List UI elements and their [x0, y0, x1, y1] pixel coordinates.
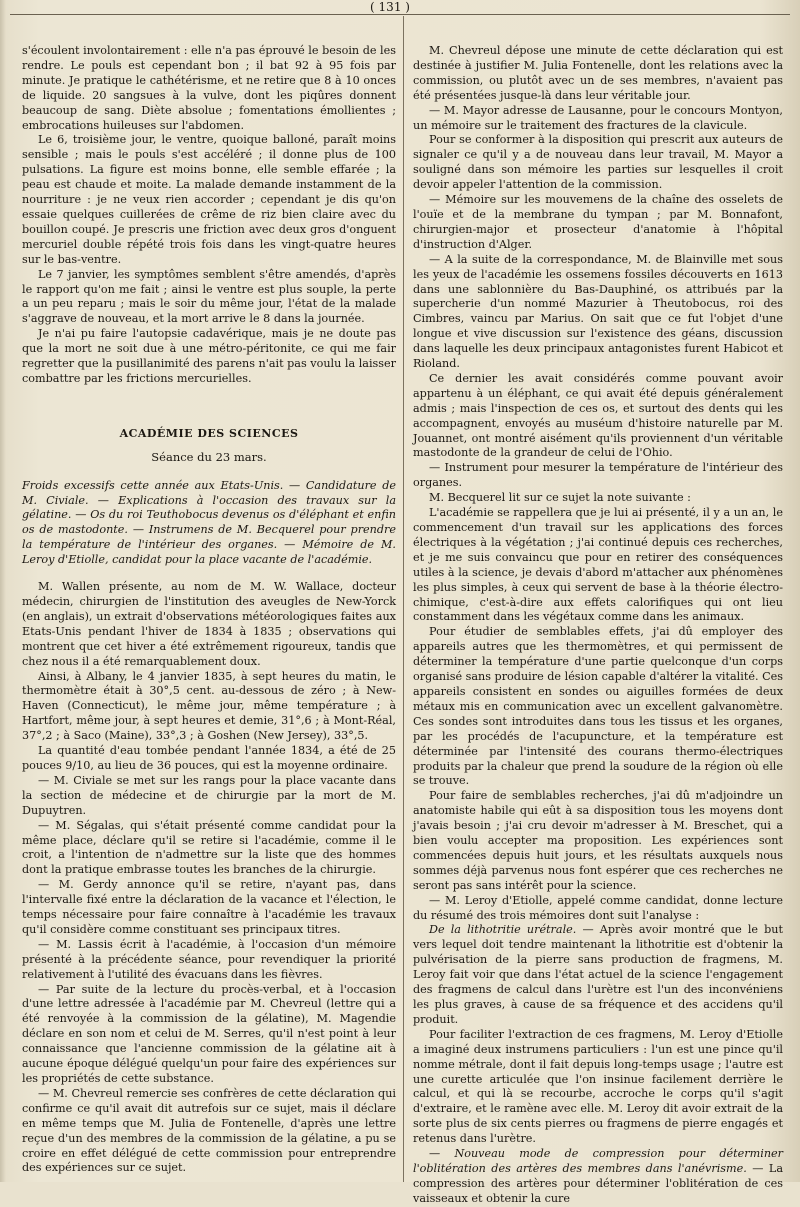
section-heading: ACADÉMIE DES SCIENCES: [119, 426, 299, 440]
paragraph: Pour se conformer à la disposition qui prescrit aux auteurs de signaler ce qu'il y a de nouveau dans leur travail, M. Mayor a souligné dans son mémoire les parties sur lesquelles il croit devoir appeler l'attention de la commission.: [413, 133, 783, 192]
paragraph: — Par suite de la lecture du procès-verbal, et à l'occasion d'une lettre adressée à l'académie par M. Chevreul (lettre qui a été renvoyée à la commission de la gélatine), M. Magendie déclare en son nom et celui de M. Serres, qu'il n'est point à leur connaissance que l'ancienne commission de la gélatine ait à aucune époque délégué quelqu'un pour faire des expériences sur les propriétés de cette substance.: [22, 982, 396, 1085]
paragraph: La quantité d'eau tombée pendant l'année 1834, a été de 25 pouces 9/10, au lieu de 36 pouces, qui est la moyenne ordinaire.: [22, 744, 396, 772]
paragraph: M. Wallen présente, au nom de M. W. Wallace, docteur médecin, chirurgien de l'institution des aveugles de New-Yorck (en anglais), un extrait d'observations météorologiques faites aux Etats-Unis pendant l'hiver de 1834 à 1835 ; observations qui montrent que cet hiver a été extrêmement rigoureux, tandis que chez nous il a été remarquablement doux.: [22, 580, 396, 668]
paragraph: — M. Mayor adresse de Lausanne, pour le concours Montyon, un mémoire sur le traitement des fractures de la clavicule.: [413, 103, 783, 132]
paragraph: s'écoulent involontairement : elle n'a pas éprouvé le besoin de les rendre. Le pouls est cependant bon ; il bat 92 à 95 fois par minute. Je pratique le cathétérisme, et ne retire que 8 à 10 onces de liquide. 20 sangsues à la vulve, dont les piqûres donnent beaucoup de sang. Diète absolue ; fomentations émollientes ; embrocations huileuses sur l'abdomen.: [22, 44, 396, 132]
left-column: [22, 44, 396, 1176]
paragraph: [413, 923, 783, 1027]
paragraph: — M. Gerdy annonce qu'il se retire, n'ayant pas, dans l'intervalle fixé entre la déclaration de la vacance et l'élection, le temps nécessaire pour faire connaître à l'académie les travaux qu'il considère comme constituant ses principaux titres.: [22, 878, 396, 936]
paragraph: Pour étudier de semblables effets, j'ai dû employer des appareils autres que les thermomètres, et qui permissent de déterminer la température d'une partie quelconque d'un corps organisé sans produire de lésion capable d'altérer la vitalité. Ces appareils consistent en sondes ou aiguilles formées de deux métaux mis en communication avec un excellent galvanomètre. Ces sondes sont introduites dans tous les tissus et les organes, par les procédés de l'acupuncture, et la température est déterminée par l'intensité des courans thermo-électriques produits par la chaleur que prend la soudure de la région où elle se trouve.: [413, 625, 783, 788]
subsection-title: De la lithotritie urétrale.: [429, 923, 577, 937]
paragraph: [413, 1147, 783, 1207]
page-number: ( 131 ): [370, 0, 410, 14]
paragraph: — Mémoire sur les mouvemens de la chaîne des osselets de l'ouïe et de la membrane du tympan ; par M. Bonnafont, chirurgien-major et prosecteur d'anatomie à l'hôpital d'instruction d'Alger.: [413, 193, 783, 251]
paragraph: Ce dernier les avait considérés comme pouvant avoir appartenu à un éléphant, ce qui avait été depuis généralement admis ; mais l'inspection de ces os, et surtout des dents qui les accompagnent, envoyés au muséum d'histoire naturelle par M. Jouannet, ont montré aisément qu'ils proviennent d'un véritable mastodonte de la grandeur de celui de l'Ohio.: [413, 371, 783, 460]
paragraph: Ainsi, à Albany, le 4 janvier 1835, à sept heures du matin, le thermomètre était à 30°,5 cent. au-dessous de zéro ; à New-Haven (Connecticut), le même jour, même température ; à Hartfort, même jour, à sept heures et demie, 31°,6 ; à Mont-Réal, 37°,2 ; à Saco (Maine), 33°,3 ; à Goshen (New Jersey), 33°,5.: [22, 669, 396, 743]
right-column: [413, 44, 783, 1207]
session-date: Séance du 23 mars.: [151, 449, 267, 464]
paragraph: — M. Chevreul remercie ses confrères de cette déclaration qui confirme ce qu'il avait dit autrefois sur ce sujet, mais il déclare en même temps que M. Julia de Fontenelle, d'après une lettre reçue d'un des membres de la commission de la gélatine, a pu se croire en effet délégué de cette commission pour entreprendre des expériences sur ce sujet.: [22, 1086, 396, 1175]
paragraph: — M. Leroy d'Etiolle, appelé comme candidat, donne lecture du résumé des trois mémoires dont suit l'analyse :: [413, 893, 783, 922]
subsection-title: — Nouveau mode de compression pour déterminer l'oblitération des artères des membres dans l'anévrisme.: [413, 1147, 783, 1175]
top-rule: [10, 14, 790, 15]
paragraph-text: — La compression des artères pour déterminer l'oblitération de ces vaisseaux et obtenir la cure: [413, 1161, 784, 1205]
paragraph: M. Becquerel lit sur ce sujet la note suivante :: [429, 491, 691, 505]
paragraph: M. Chevreul dépose une minute de cette déclaration qui est destinée à justifier M. Julia Fontenelle, dont les relations avec la commission, ou plutôt avec un de ses membres, n'avaient pas été présentées jusque-là dans leur véritable jour.: [413, 44, 783, 102]
column-divider: [403, 16, 404, 1182]
paragraph-text: — Après avoir montré que le but vers lequel doit tendre maintenant la lithotritie est d'obtenir la pulvérisation de la pierre sans production de fragmens, M. Leroy fait voir que dans l'état actuel de la science l'engagement des fragmens de calcul dans l'urètre est l'un des inconvéniens les plus graves, à cause de sa fréquence et des accidens qu'il produit.: [413, 923, 783, 1026]
paragraph: Je n'ai pu faire l'autopsie cadavérique, mais je ne doute pas que la mort ne soit due à une métro-péritonite, ce qui me fair regretter que la pusillanimité des parens n'ait pas voulu la laisser combattre par les frictions mercurielles.: [22, 327, 396, 385]
paragraph: — Instrument pour mesurer la température de l'intérieur des organes.: [413, 461, 783, 490]
paragraph: — M. Ségalas, qui s'était présenté comme candidat pour la même place, déclare qu'il se retire si l'académie, comme il le croit, a l'intention de n'admettre sur la liste que des hommes dont la pratique embrasse toutes les branches de la chirurgie.: [22, 818, 396, 877]
paragraph: — A la suite de la correspondance, M. de Blainville met sous les yeux de l'académie les ossemens fossiles découverts en 1613 dans une sablonnière du Bas-Dauphiné, os attribués par la supercherie d'un nommé Mazurier à Theutobocus, roi des Cimbres, vaincu par Marius. On sait que ce fut l'objet d'une longue et vive discussion sur l'existence des géans, discussion dans laquelle les deux principaux antagonistes furent Habicot et Rioland.: [413, 252, 783, 371]
paragraph: Le 7 janvier, les symptômes semblent s'être amendés, d'après le rapport qu'on me fait ; ainsi le ventre est plus souple, la perte a un peu reparu ; mais le soir du même jour, l'état de la malade s'aggrave de nouveau, et la mort arrive le 8 dans la journée.: [22, 267, 396, 326]
paragraph: — M. Lassis écrit à l'académie, à l'occasion d'un mémoire présenté à la précédente séance, pour revendiquer la priorité relativement à l'utilité des évacuans dans les fièvres.: [22, 937, 396, 981]
paragraph: — M. Civiale se met sur les rangs pour la place vacante dans la section de médecine et de chirurgie par la mort de M. Dupuytren.: [22, 773, 396, 817]
paragraph: Le 6, troisième jour, le ventre, quoique balloné, paraît moins sensible ; mais le pouls s'est accéléré ; il donne plus de 100 pulsations. La figure est moins bonne, elle semble effarée ; la peau est chaude et moite. La malade demande instamment de la nourriture : je ne veux rien accorder ; cependant je dis qu'on essaie quelques cuillerées de crême de riz bien claire avec du bouillon coupé. Je prescris une friction avec deux gros d'onguent mercuriel double répété trois fois dans les vingt-quatre heures sur le bas-ventre.: [22, 133, 396, 266]
paragraph: Pour faire de semblables recherches, j'ai dû m'adjoindre un anatomiste habile qui eût à sa disposition tous les moyens dont j'avais besoin ; j'ai cru devoir m'adresser à M. Breschet, qui a bien voulu accepter ma proposition. Les expériences sont commencées depuis huit jours, et les résultats auxquels nous sommes déjà parvenus nous font espérer que ces recherches ne seront pas sans intérêt pour la science.: [413, 789, 783, 892]
paragraph: Pour faciliter l'extraction de ces fragmens, M. Leroy d'Etiolle a imaginé deux instrumens particuliers : l'un est une pince qu'il nomme métrale, dont il fait depuis long-temps usage ; l'autre est une curette articulée que l'on insinue facilement derrière le calcul, et qui là se recourbe, accroche le corps qu'il s'agit d'extraire, et le ramène avec elle. M. Leroy dit avoir extrait de la sorte plus de six cents pierres ou fragmens de pierre engagés et retenus dans l'urètre.: [413, 1027, 783, 1146]
session-summary: Froids excessifs cette année aux Etats-Unis. — Candidature de M. Civiale. — Explications à l'occasion des travaux sur la gélatine. — Os du roi Teuthobocus devenus os d'éléphant et enfin os de mastodonte. — Instrumens de M. Becquerel pour prendre la température de l'intérieur des organes. — Mémoire de M. Leroy d'Etiolle, candidat pour la place vacante de l'académie.: [22, 478, 396, 567]
paragraph: L'académie se rappellera que je lui ai présenté, il y a un an, le commencement d'un travail sur les applications des forces électriques à la végétation ; j'ai continué depuis ces recherches, et je me suis convaincu que pour en retirer des conséquences utiles à la science, je devais d'abord m'attacher aux phénomènes les plus simples, à ceux qui servent de base à la théorie électro-chimique, c'est-à-dire aux effets calorifiques qui ont lieu constamment dans les végétaux comme dans les animaux.: [413, 506, 783, 624]
